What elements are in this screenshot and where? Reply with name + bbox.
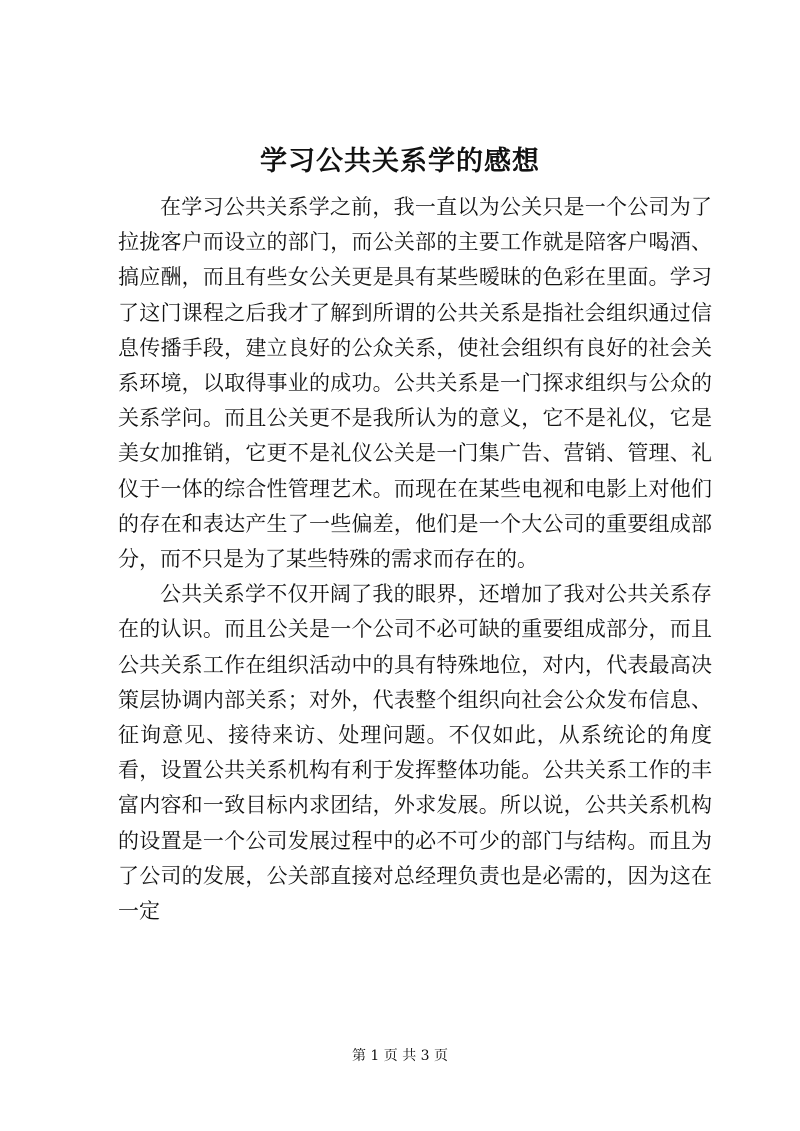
document-body	[118, 190, 712, 929]
paragraph-1: 在学习公共关系学之前，我一直以为公关只是一个公司为了拉拢客户而设立的部门，而公关部的主要工作就是陪客户喝酒、搞应酬，而且有些女公关更是具有某些暧昧的色彩在里面。学习了这门课程之后我才了解到所谓的公共关系是指社会组织通过信息传播手段，建立良好的公众关系，使社会组织有良好的社会关系环境，以取得事业的成功。公共关系是一门探求组织与公众的关系学问。而且公关更不是我所认为的意义，它不是礼仪，它是美女加推销，它更不是礼仪公关是一门集广告、营销、管理、礼仪于一体的综合性管理艺术。而现在在某些电视和电影上对他们的存在和表达产生了一些偏差，他们是一个大公司的重要组成部分，而不只是为了某些特殊的需求而存在的。	[118, 195, 712, 572]
paragraph-2: 公共关系学不仅开阔了我的眼界，还增加了我对公共关系存在的认识。而且公关是一个公司不必可缺的重要组成部分，而且公共关系工作在组织活动中的具有特殊地位，对内，代表最高决策层协调内部关系；对外，代表整个组织向社会公众发布信息、征询意见、接待来访、处理问题。不仅如此，从系统论的角度看，设置公共关系机构有利于发挥整体功能。公共关系工作的丰富内容和一致目标内求团结，外求发展。所以说，公共关系机构的设置是一个公司发展过程中的必不可少的部门与结构。而且为了公司的发展，公关部直接对总经理负责也是必需的，因为这在一定	[118, 582, 712, 924]
document-title: 学习公共关系学的感想	[260, 146, 540, 177]
page-footer: 第 1 页 共 3 页	[351, 1048, 449, 1064]
